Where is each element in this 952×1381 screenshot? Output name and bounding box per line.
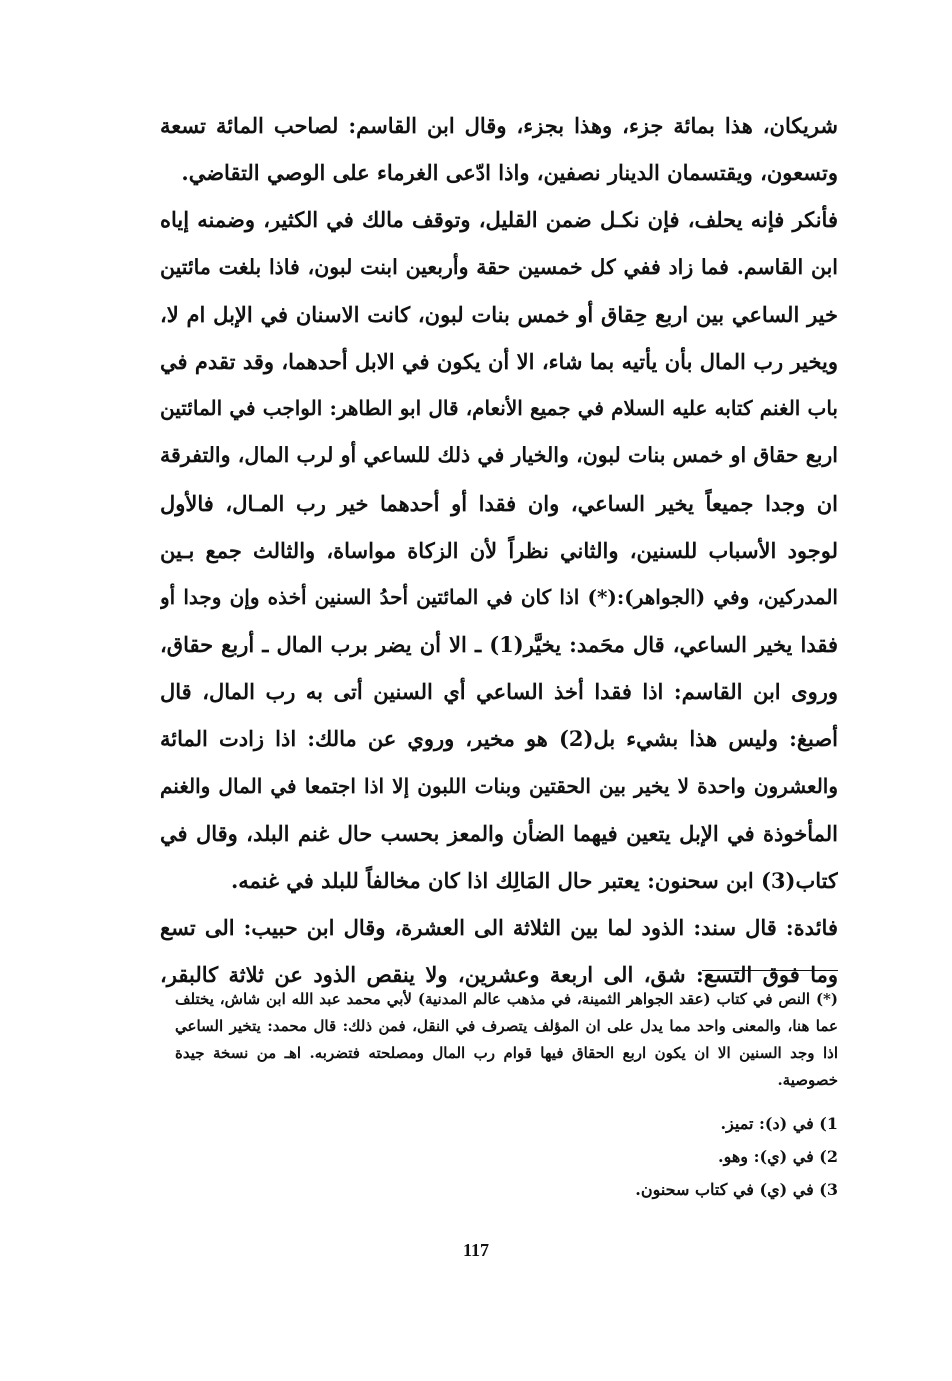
- main-text-block: [160, 102, 838, 999]
- footnote-divider: [702, 970, 838, 971]
- body-line-9: ان وجدا جميعاً يخير الساعي، وان فقدا أو أحدهما خير رب المـال، فالأول: [160, 490, 838, 516]
- body-line-19: وما فوق التسع: شق، الى اربعة وعشرين، ولا ينقص الذود عن ثلاثة كالبقر،: [160, 962, 838, 988]
- footnote-star-line-3: اذا وجد السنين الا ان يكون اربع الحقاق فيها قوام رب المال ومصلحته فتضربه. اهـ من نسخة جيدة: [175, 1044, 838, 1062]
- body-line-15: والعشرون واحدة لا يخير بين الحقتين وبنات اللبون إلا اذا اجتمعا في المال والغنم: [160, 773, 838, 798]
- body-line-12: فقدا يخير الساعي، قال محَمد: يخيَّر(1) ـ الا أن يضر برب المال ـ أربع حقاق،: [160, 632, 838, 658]
- body-line-6: ويخير رب المال بأن يأتيه بما شاء، الا أن يكون في الابل أحدهما، وقد تقدم في: [160, 348, 838, 374]
- body-line-7: باب الغنم كتابه عليه السلام في جميع الأنعام، قال ابو الطاهر: الواجب في المائتين: [160, 396, 838, 421]
- body-line-18: فائدة: قال سند: الذود لما بين الثلاثة الى العشرة، وقال ابن حبيب: الى تسع: [160, 915, 838, 941]
- body-line-4: ابن القاسم. فما زاد ففي كل خمسين حقة وأربعين ابنت لبون، فاذا بلغت مائتين: [160, 254, 838, 279]
- body-line-8: اربع حقاق او خمس بنات لبون، والخيار في ذلك للساعي أو لرب المال، والتفرقة: [160, 443, 838, 468]
- footnote-star-line-2: عما هنا، والمعنى واحد مما يدل على ان المؤلف يتصرف في النقل، فمن ذلك: قال محمد: يتخير الساعي: [175, 1017, 838, 1035]
- footnote-star-block: [175, 986, 838, 1094]
- footnote-star-line-4: خصوصية.: [777, 1071, 838, 1089]
- footnote-item-2: 2) في (ي): وهو.: [718, 1147, 838, 1166]
- body-line-3: فأنكر فإنه يحلف، فإن نكـل ضمن القليل، وتوقف مالك في الكثير، وضمنه إياه: [160, 207, 838, 233]
- body-line-10: لوجود الأسباب للسنين، والثاني نظراً لأن الزكاة مواساة، والثالث جمع بـين: [160, 537, 838, 563]
- footnote-star-line-1: (*) النص في كتاب (عقد الجواهر الثمينة، في مذهب عالم المدنية) لأبي محمد عبد الله ابن شاش، يختلف: [175, 990, 838, 1008]
- body-line-5: خير الساعي بين اربع حِقاق أو خمس بنات لبون، كانت الاسنان في الإبل ام لا،: [160, 301, 838, 327]
- body-line-13: وروى ابن القاسم: اذا فقدا أخذ الساعي أي السنين أتى به رب المال، قال: [160, 679, 838, 705]
- footnote-item-1: 1) في (د): تميز.: [720, 1114, 838, 1133]
- body-line-14: أصبغ: وليس هذا بشيء بل(2) هو مخير، وروي عن مالك: اذا زادت المائة: [160, 726, 838, 752]
- page-number: 117: [462, 1240, 489, 1260]
- body-line-1: شريكان، هذا بمائة جزء، وهذا بجزء، وقال ابن القاسم: لصاحب المائة تسعة: [160, 113, 838, 138]
- body-line-17: كتاب(3) ابن سحنون: يعتبر حال المَالِك اذا كان مخالفاً للبلد في غنمه.: [230, 868, 838, 893]
- footnote-item-3: 3) في (ي) في كتاب سحنون.: [635, 1180, 838, 1199]
- body-line-11: المدركين، وفي (الجواهر):(*) اذا كان في المائتين أحدُ السنين أخذه وإن وجدا أو: [160, 584, 838, 609]
- footnote-list: [400, 1107, 838, 1206]
- body-line-16: المأخوذة في الإبل يتعين فيهما الضأن والمعز بحسب حال غنم البلد، وقال في: [160, 820, 838, 846]
- body-line-2: وتسعون، ويقتسمان الدينار نصفين، واذا ادّعى الغرماء على الوصي التقاضي.: [181, 160, 838, 186]
